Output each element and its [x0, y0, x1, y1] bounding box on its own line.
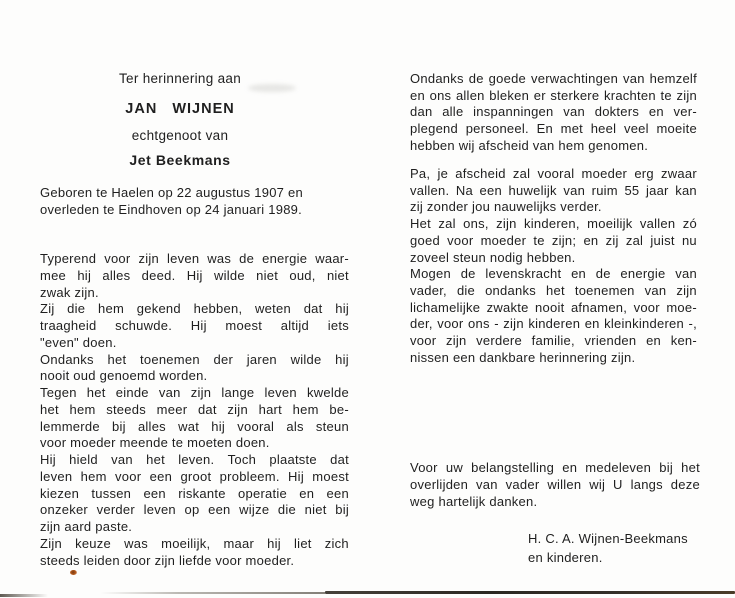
signature-children: en kinderen. [528, 549, 603, 565]
paragraph [40, 251, 349, 301]
paragraph [410, 266, 697, 366]
paragraph [40, 536, 349, 570]
deceased-name: JAN WIJNEN [125, 101, 235, 117]
text-line: mee hij alles deed. Hij wilde niet oud, niet [40, 267, 349, 283]
text-line: overleden te Eindhoven op 24 januari 1989. [40, 202, 303, 217]
text-line: steeds leiden door zijn liefde voor moeder. [40, 552, 295, 568]
text-line: lemmerde bij alles wat hij vooral als steun [40, 418, 349, 434]
paragraph [40, 452, 349, 536]
text-line: Mogen de levenskracht en de energie van [410, 266, 697, 282]
text-line: zijn aard paste. [40, 519, 133, 534]
scan-smudge [248, 84, 296, 92]
text-line: Voor uw belangstelling en medeleven bij het [410, 460, 700, 475]
text-line: Geboren te Haelen op 22 augustus 1907 en [40, 185, 303, 200]
text-line: goed voor moeder te zijn; en zij zal juist nu [410, 232, 697, 248]
paragraph [410, 166, 697, 216]
spouse-name: Jet Beekmans [129, 152, 231, 168]
text-line: zoveel steun nodig hebben. [410, 249, 576, 265]
dedication-text: Ter herinnering aan [118, 71, 242, 86]
paragraph [40, 385, 349, 452]
paragraph [40, 184, 340, 218]
text-line: het hem steeds meer dat zijn hart hem be- [40, 401, 349, 417]
text-line: voor zijn verdere familie, vrienden en ken- [410, 333, 697, 349]
paragraph [40, 352, 349, 386]
text-line: Ondanks het toenemen der jaren wilde hij [40, 351, 349, 367]
text-line: Pa, je afscheid zal vooral moeder erg zwaar [410, 166, 697, 181]
text-line: voor moeder meende te moeten doen. [40, 435, 270, 451]
right-column-paragraph-farewell [410, 71, 697, 155]
text-line: dan alle inspanningen van dokters en ver- [410, 104, 697, 120]
text-line: en ons allen bleken er sterkere krachten te zijn [410, 87, 697, 103]
text-line: leven hem voor een groot probleem. Hij moest [40, 468, 349, 484]
scan-edge-corner-mark [0, 594, 48, 597]
paragraph [410, 459, 700, 510]
text-line: Hij hield van het leven. Toch plaatste dat [40, 452, 349, 467]
text-line: weg hartelijk danken. [410, 494, 538, 509]
text-line: Het zal ons, zijn kinderen, moeilijk vallen zó [410, 216, 697, 232]
text-line: overlijden van vader willen wij U langs deze [410, 477, 700, 492]
text-line: kiezen tussen een riskante operatie en een [40, 485, 349, 501]
text-line: onzeker verder leven op een wijze die niet bij [40, 502, 349, 518]
thanks-paragraph [410, 459, 700, 510]
paragraph [40, 301, 349, 351]
text-line: Zij die hem gekend hebben, weten dat hij [40, 301, 349, 317]
relation-text: echtgenoot van [131, 128, 229, 143]
text-line: plegend personeel. En met heel veel moeite [410, 121, 697, 137]
right-column-paragraphs-family [410, 166, 697, 366]
scan-edge-line [325, 591, 735, 594]
text-line: Ondanks de goede verwachtingen van hemzelf [410, 71, 697, 86]
text-line: hebben wij afscheid van hem genomen. [410, 137, 649, 153]
signature-name: H. C. A. Wijnen-Beekmans [528, 531, 688, 546]
text-line: Tegen het einde van zijn lange leven kwelde [40, 385, 349, 400]
text-line: der, voor ons - zijn kinderen en kleinkinderen -, [410, 316, 697, 332]
text-line: lichamelijke zwakte nooit afnamen, voor moe- [410, 299, 697, 315]
text-line: zij zonder jou nauwelijks verder. [410, 199, 602, 215]
birth-death-paragraph [40, 184, 340, 218]
text-line: nooit oud genoemd worden. [40, 368, 208, 384]
text-line: vader, die ondanks het toenemen van zijn [410, 282, 697, 298]
text-line: zwak zijn. [40, 284, 99, 300]
signature-block [528, 530, 688, 567]
paragraph [410, 216, 697, 266]
ink-speck [70, 570, 77, 575]
text-line: vallen. Na een huwelijk van ruim 55 jaar kan [410, 182, 697, 198]
text-line: nissen een dankbare herinnering zijn. [410, 349, 636, 365]
text-line: Typerend voor zijn leven was de energie waar- [40, 251, 349, 266]
text-line: Zijn keuze was moeilijk, maar hij liet zich [40, 535, 349, 551]
scan-edge-line-left [100, 592, 325, 594]
text-line: "even" doen. [40, 334, 117, 350]
text-line: traagheid schuwde. Hij moest altijd iets [40, 318, 349, 333]
left-column-body [40, 251, 349, 569]
paragraph [410, 71, 697, 155]
